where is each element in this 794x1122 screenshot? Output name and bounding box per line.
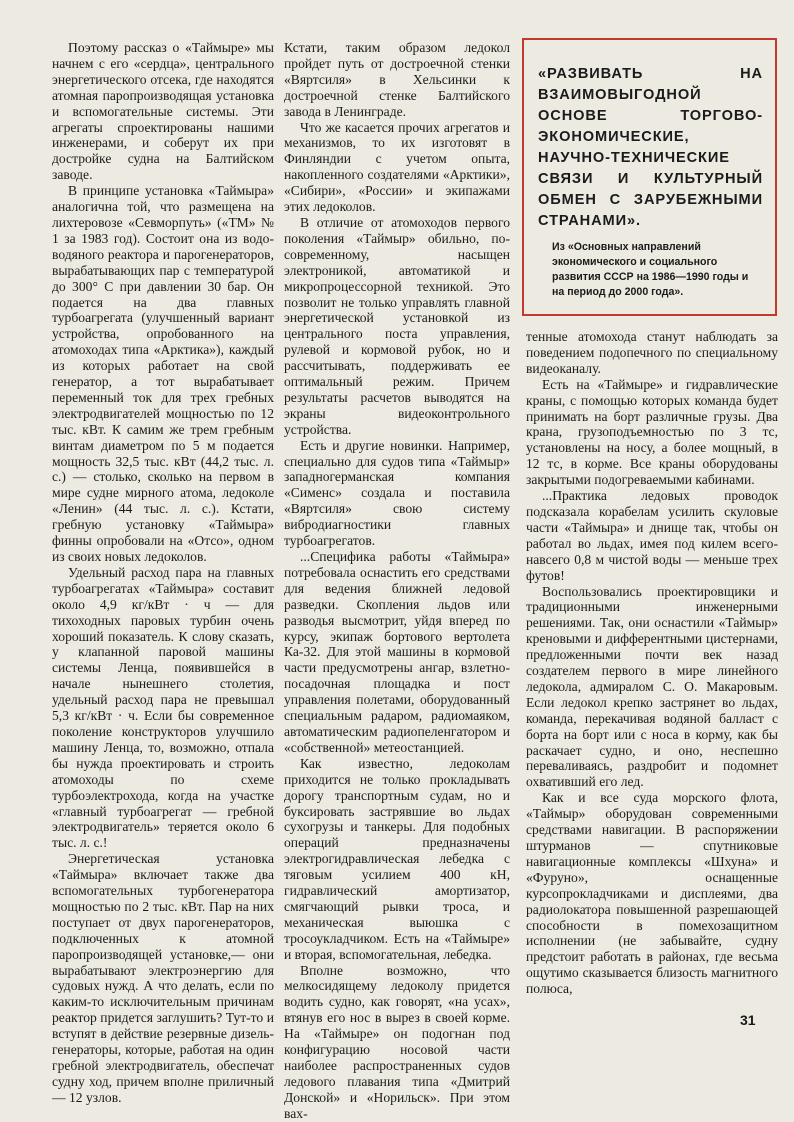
quote-source: Из «Основных направлений экономического и социального развития СССР на 1986—1990 годы и на период до 2000 года». bbox=[552, 241, 749, 298]
paragraph: Воспользовались проектировщики и традиционными инженерными решениями. Так, они оснастили «Таймыр» креновыми и дифферентными цистернами, предложенными почти век назад создателем первого в мире линейного ледокола, адмиралом С. О. Макаровым. Если ледокол крепко застрянет во льдах, команда, перекачивая водяной балласт с борта на борт или с носа в корму, как бы раскачает судно, и оно, неспешно переваливаясь, раздробит и подомнет охвативший его лед. bbox=[526, 583, 778, 790]
paragraph: Кстати, таким образом ледокол пройдет путь от достроечной стенки «Вяртсиля» в Хельсинки к достроечной стенке Балтийского завода в Ленинграде. bbox=[284, 40, 510, 119]
paragraph: Энергетическая установка «Таймыра» включает также два вспомогательных турбогенератора мощностью по 2 тыс. кВт. Пар на них поступает от двух парогенераторов, подключенных к атомной паропроизводящей установке,— они вырабатывают электроэнергию для судовых нужд. А что делать, если по каким-то исключительным причинам реактор придется заглушить? Тут-то и вступят в действие резервные дизель-генераторы, которые, работая на один гребной электродвигатель, обеспечат судну ход, причем вполне приличный — 12 узлов. bbox=[52, 851, 274, 1105]
paragraph: Как известно, ледоколам приходится не только прокладывать дорогу транспортным судам, но и буксировать застрявшие во льдах сухогрузы и танкеры. Для подобных операций предназначены электрогидравлическая лебедка с тяговым усилием 400 кН, гидравлический амортизатор, смягчающий рывки троса, и механическая выюшка с тросоукладчиком. Есть на «Таймыре» и вторая, вспомогательная, лебедка. bbox=[284, 755, 510, 962]
paragraph: тенные атомохода станут наблюдать за поведением подопечного по специальному видеоканалу. bbox=[526, 329, 778, 376]
paragraph: Удельный расход пара на главных турбоагрегатах «Таймыра» составит около 4,9 кг/кВт · ч — для тихоходных паровых турбин очень хороший показатель. К слову сказать, у клапанной паровой машины системы Ленца, появившейся в начале нынешнего столетия, удельный расход пара не превышал 5,3 кг/кВт · ч. Если бы современное поколение конструкторов улучшило машину Ленца, то, возможно, отпала бы нужда проектировать и строить атомоходы по схеме турбоэлектрохода, когда на участке «главный турбоагрегат — гребной электродвигатель» теряется около 6 тыс. л. с.! bbox=[52, 564, 274, 851]
article-column-1 bbox=[52, 40, 274, 1106]
page-number: 31 bbox=[740, 1012, 756, 1028]
quote-title: «РАЗВИВАТЬ НА ВЗАИМОВЫГОДНОЙ ОСНОВЕ ТОРГОВО-ЭКОНОМИЧЕСКИЕ, НАУЧНО-ТЕХНИЧЕСКИЕ СВЯЗИ И КУЛЬТУРНЫЙ ОБМЕН С ЗАРУБЕЖНЫМИ СТРАНАМИ». bbox=[538, 66, 763, 229]
paragraph: Что же касается прочих агрегатов и механизмов, то их изготовят в Финляндии с учетом опыта, накопленного создателями «Арктики», «Сибири», «России» и экипажами этих ледоколов. bbox=[284, 119, 510, 215]
quote-box bbox=[522, 38, 777, 316]
paragraph: Поэтому рассказ о «Таймыре» мы начнем с его «сердца», центрального энергетического отсека, где находятся атомная паропроизводящая установка и вспомогательные системы. Эти агрегаты спроектированы нашими инженерами, и соберут их при достройке судна на Балтийском заводе. bbox=[52, 40, 274, 183]
paragraph: ...Практика ледовых проводок подсказала корабелам усилить скуловые части «Таймыра» и днище так, чтобы он работал во льдах, имея под килем всего-навсего 0,8 м чистой воды — меньше трех футов! bbox=[526, 488, 778, 583]
paragraph: В принципе установка «Таймыра» аналогична той, что размещена на лихтеровозе «Севморпуть» («ТМ» № 1 за 1983 год). Состоит она из водо-водяного реактора и парогенераторов, вырабатывающих пар с температурой до 300° С при давлении 30 бар. Он подается на два главных турбоагрегата (улучшенный вариант устройства, опробованного на атомоходах типа «Арктика»), каждый из которых работает на свой генератор, а тот вырабатывает переменный ток для трех гребных электродвигателей мощностью по 12 тыс. кВт. К самим же трем гребным винтам диаметром по 5 м подается мощность 32,5 тыс. кВт (44,2 тыс. л. с.) — столько, сколько на первом в мире судне мирного атома, ледоколе «Ленин» (44 тыс. л. с.). Кстати, гребную установку «Таймыра» финны опробовали на «Отсо», одном из своих новых ледоколов. bbox=[52, 183, 274, 564]
article-column-3 bbox=[526, 329, 778, 997]
paragraph: Вполне возможно, что мелкосидящему ледоколу придется водить судно, как говорят, «на усах», втянув его нос в вырез в своей корме. На «Таймыре» он подогнан под конфигурацию носовой части наиболее распространенных судов ледового плавания типа «Дмитрий Донской» и «Норильск». При этом вах- bbox=[284, 962, 510, 1121]
paragraph: В отличие от атомоходов первого поколения «Таймыр» обильно, по-современному, насыщен электроникой, автоматикой и микропроцессорной техникой. Это позволит не только управлять главной энергетической установкой из центрального поста управления, рулевой и кормовой рубок, но и рассчитывать, поддерживать ее оптимальный режим. Причем результаты расчетов выводятся на экраны видеоконтрольного устройства. bbox=[284, 214, 510, 437]
paragraph: Есть на «Таймыре» и гидравлические краны, с помощью которых команда будет принимать на борт различные грузы. Два крана, грузоподъемностью по 3 тс, установлены на носу, а более мощный, в 12 тс, в корме. Все краны оборудованы закрытыми подогреваемыми кабинами. bbox=[526, 376, 778, 488]
paragraph: ...Специфика работы «Таймыра» потребовала оснастить его средствами для ведения ближней ледовой разведки. Скопления льдов или разводья высмотрит, уйдя вперед по курсу, экипаж бортового вертолета Ка-32. Для этой машины в кормовой части предусмотрены ангар, взлетно-посадочная площадка и пост управления полетами, оборудованный специальным радаром, радиомаяком, автоматическим радиопеленгатором и «собственной» метеостанцией. bbox=[284, 549, 510, 755]
paragraph: Как и все суда морского флота, «Таймыр» оборудован современными средствами навигации. В распоряжении штурманов — спутниковые навигационные комплексы «Шхуна» и «Фуруно», оснащенные курсопрокладчиками и дисплеями, два радиолокатора повышенной разрешающей способности в помехозащитном исполнении (не забывайте, судну предстоит работать в районах, где весьма ощутимо сказывается близость магнитного полюса, bbox=[526, 790, 778, 997]
article-column-2 bbox=[284, 40, 510, 1122]
paragraph: Есть и другие новинки. Например, специально для судов типа «Таймыр» западногерманская компания «Сименс» создала и поставила «Вяртсиля» свою систему вибродиагностики главных турбоагрегатов. bbox=[284, 437, 510, 549]
